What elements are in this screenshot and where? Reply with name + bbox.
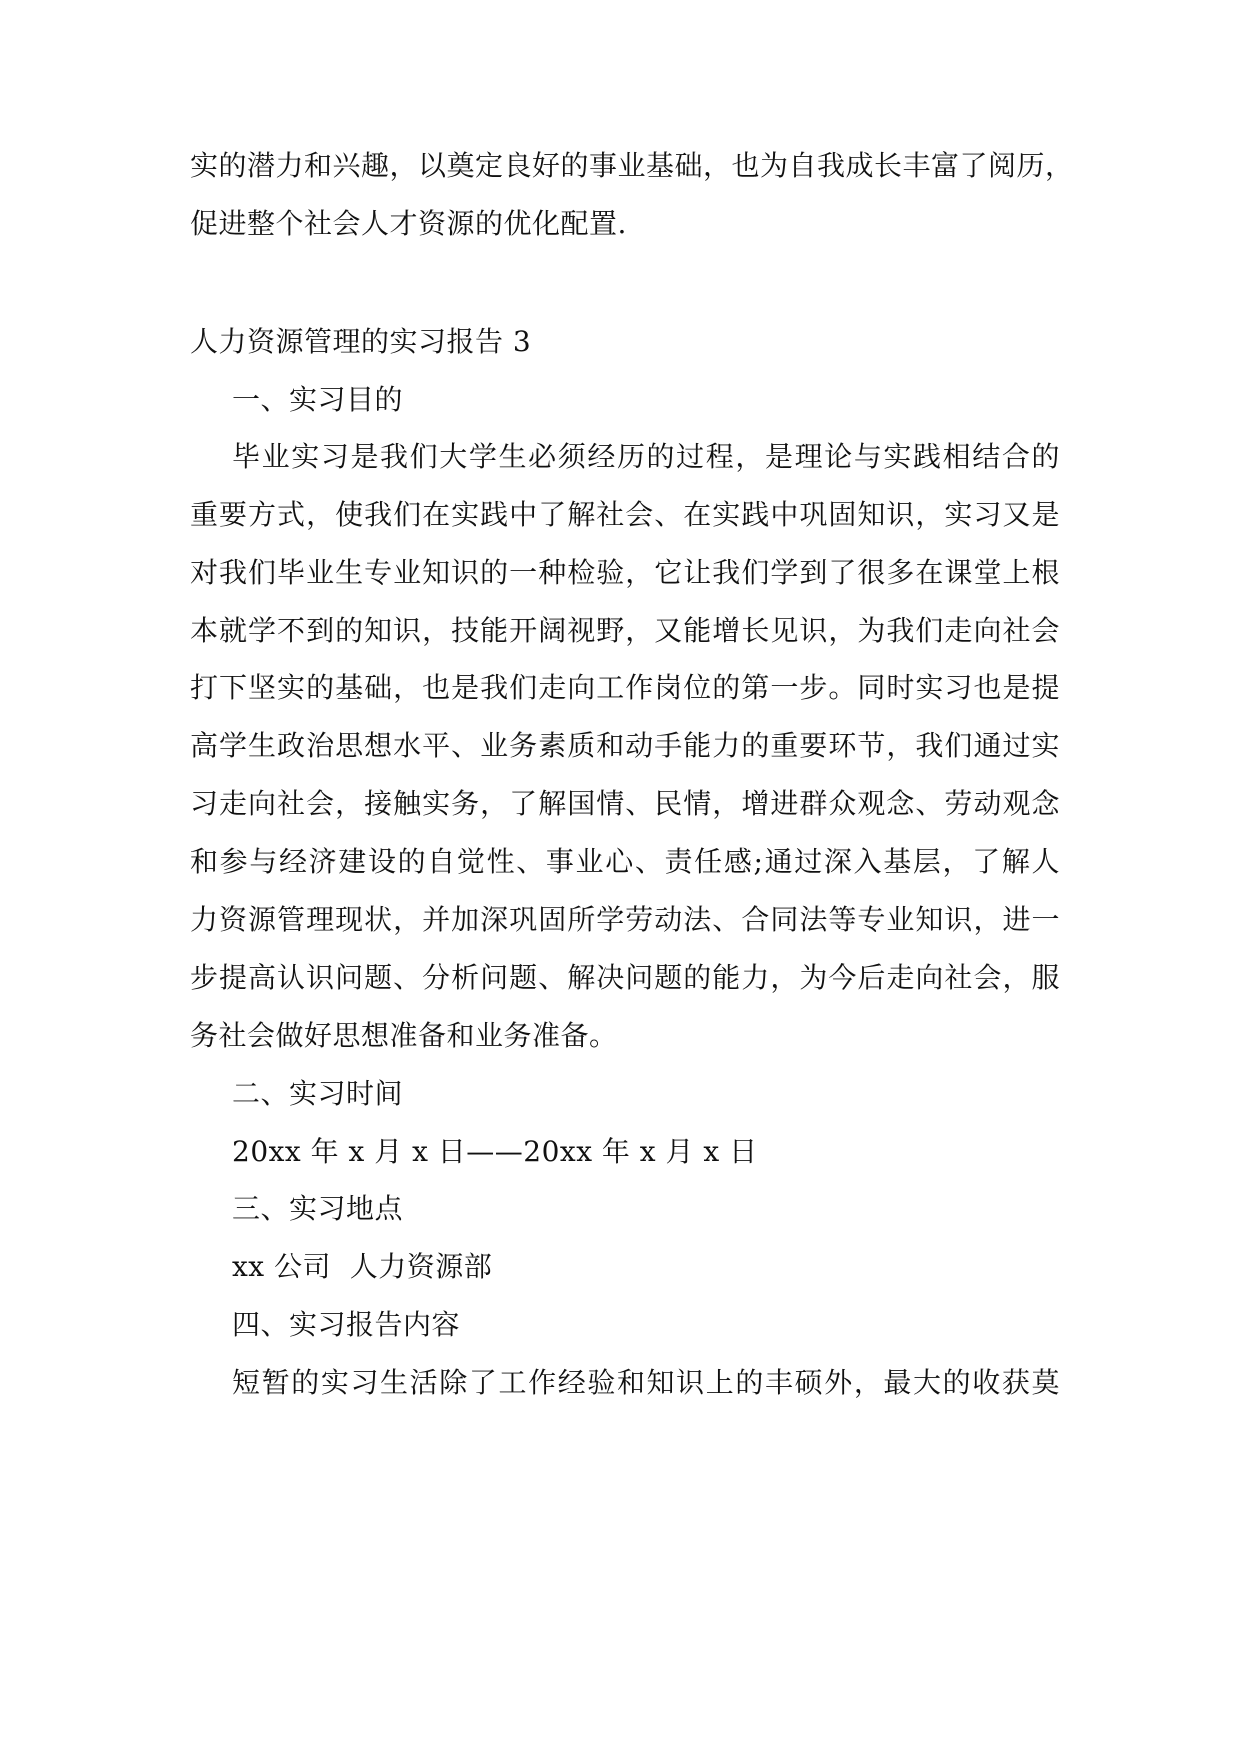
paragraph-line: 重要方式，使我们在实践中了解社会、在实践中巩固知识，实习又是 [190, 498, 1060, 531]
paragraph-line: 毕业实习是我们大学生必须经历的过程，是理论与实践相结合的 [232, 440, 1060, 473]
paragraph-line: 步提高认识问题、分析问题、解决问题的能力，为今后走向社会，服 [190, 961, 1060, 994]
paragraph-line: 实的潜力和兴趣，以奠定良好的事业基础，也为自我成长丰富了阅历， [190, 149, 1074, 182]
internship-location: xx 公司 人力资源部 [232, 1250, 493, 1283]
internship-dates: 20xx 年 x 月 x 日——20xx 年 x 月 x 日 [232, 1135, 758, 1168]
report-title: 人力资源管理的实习报告 3 [190, 325, 532, 358]
paragraph-line: 打下坚实的基础，也是我们走向工作岗位的第一步。同时实习也是提 [190, 671, 1060, 704]
paragraph-line: 力资源管理现状，并加深巩固所学劳动法、合同法等专业知识，进一 [190, 903, 1060, 936]
paragraph-line: 高学生政治思想水平、业务素质和动手能力的重要环节，我们通过实 [190, 729, 1060, 762]
section-heading-time: 二、实习时间 [232, 1077, 404, 1110]
section-heading-content: 四、实习报告内容 [232, 1308, 461, 1341]
paragraph-line: 对我们毕业生专业知识的一种检验，它让我们学到了很多在课堂上根 [190, 556, 1060, 589]
paragraph-line: 短暂的实习生活除了工作经验和知识上的丰硕外，最大的收获莫 [232, 1366, 1060, 1399]
section-heading-purpose: 一、实习目的 [232, 383, 404, 416]
paragraph-line: 务社会做好思想准备和业务准备。 [190, 1019, 618, 1052]
paragraph-line: 促进整个社会人才资源的优化配置. [190, 207, 627, 240]
paragraph-line: 本就学不到的知识，技能开阔视野，又能增长见识，为我们走向社会 [190, 614, 1060, 647]
paragraph-line: 习走向社会，接触实务，了解国情、民情，增进群众观念、劳动观念 [190, 787, 1060, 820]
paragraph-line: 和参与经济建设的自觉性、事业心、责任感;通过深入基层，了解人 [190, 845, 1060, 878]
section-heading-location: 三、实习地点 [232, 1192, 404, 1225]
